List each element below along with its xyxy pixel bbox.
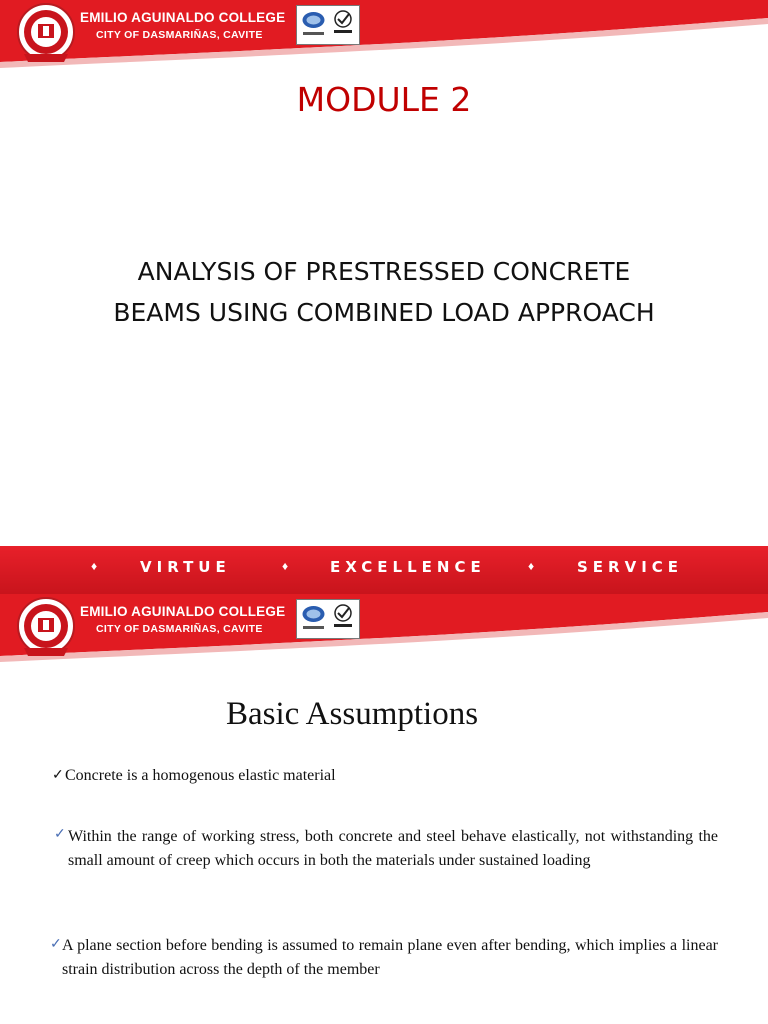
main-title-line2: BEAMS USING COMBINED LOAD APPROACH <box>113 298 655 327</box>
check-icon: ✓ <box>52 768 64 783</box>
diamond-icon: ♦ <box>528 559 535 573</box>
value-service: SERVICE <box>577 558 684 576</box>
list-item <box>54 825 718 872</box>
iso-certification-icon <box>300 603 327 633</box>
college-city: CITY OF DASMARIÑAS, CAVITE <box>96 29 263 41</box>
module-title: MODULE 2 <box>296 80 472 119</box>
bullet-text: Within the range of working stress, both concrete and steel behave elastically, not withstanding the small amount of creep which occurs in both the materials under sustained loading <box>68 828 718 869</box>
college-seal-icon <box>16 2 76 64</box>
value-excellence: EXCELLENCE <box>330 558 486 576</box>
bullet-text: A plane section before bending is assumed to remain plane even after bending, which implies a linear strain distribution across the depth of the member <box>62 937 718 978</box>
diamond-icon: ♦ <box>282 559 289 573</box>
ukas-checkmark-icon <box>330 9 356 39</box>
value-virtue: VIRTUE <box>140 558 231 576</box>
list-item <box>52 764 732 788</box>
check-icon: ✓ <box>50 937 62 952</box>
certification-logos <box>296 599 360 639</box>
certification-logos <box>296 5 360 45</box>
iso-certification-icon <box>300 9 327 39</box>
college-seal-icon <box>16 596 76 658</box>
check-icon: ✓ <box>54 827 66 842</box>
slide-title: Basic Assumptions <box>225 696 479 732</box>
assumptions-slide <box>0 594 768 1024</box>
bullet-text: Concrete is a homogenous elastic material <box>65 767 336 784</box>
college-header <box>0 594 768 662</box>
college-header <box>0 0 768 68</box>
college-name: EMILIO AGUINALDO COLLEGE <box>80 604 286 619</box>
college-city: CITY OF DASMARIÑAS, CAVITE <box>96 623 263 635</box>
diamond-icon: ♦ <box>91 559 98 573</box>
list-item <box>50 934 718 981</box>
main-title-line1: ANALYSIS OF PRESTRESSED CONCRETE <box>137 257 631 286</box>
core-values-footer <box>0 546 768 594</box>
college-name: EMILIO AGUINALDO COLLEGE <box>80 10 286 25</box>
ukas-checkmark-icon <box>330 603 356 633</box>
